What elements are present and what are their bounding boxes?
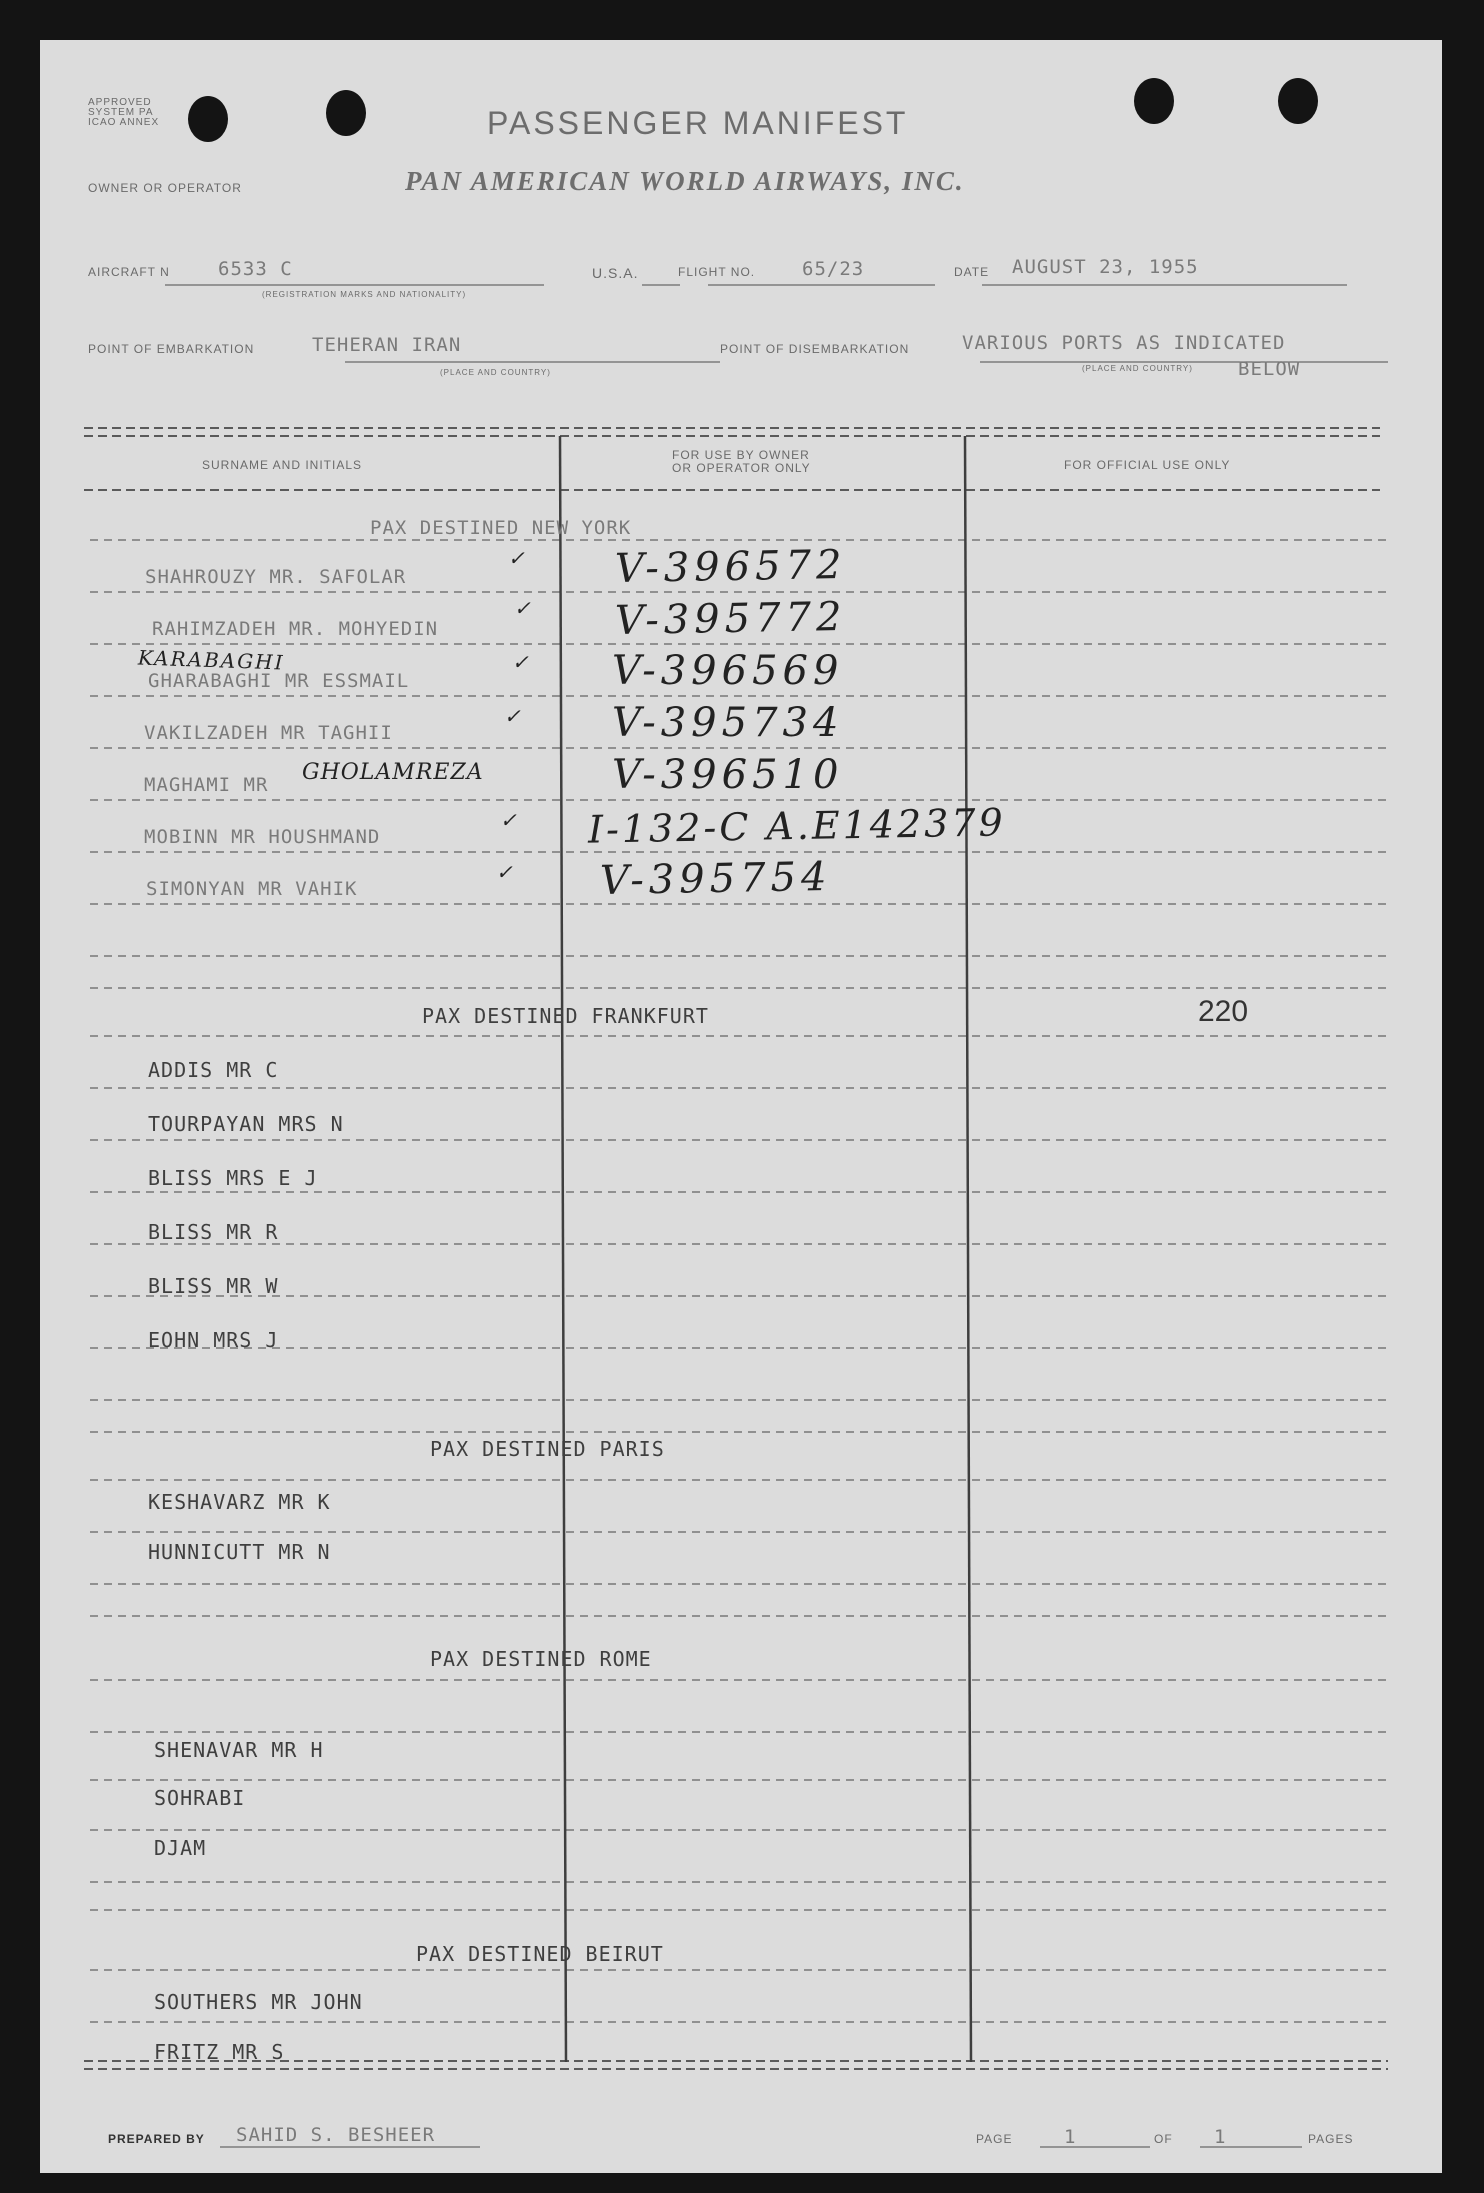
- owner-value: PAN AMERICAN WORLD AIRWAYS, INC.: [405, 166, 965, 196]
- column-header-owner-2: OR OPERATOR ONLY: [672, 461, 811, 475]
- date-value: AUGUST 23, 1955: [1012, 256, 1199, 278]
- passenger-name: EOHN MRS J: [148, 1328, 279, 1352]
- passenger-name: GHARABAGHI MR ESSMAIL: [148, 670, 410, 692]
- passenger-name: BLISS MR R: [148, 1220, 279, 1244]
- passenger-name: SHAHROUZY MR. SAFOLAR: [145, 566, 407, 588]
- manifest-sheet: [40, 40, 1442, 2173]
- check-mark: ✓: [508, 546, 525, 570]
- prepared-label: PREPARED BY: [108, 2132, 205, 2146]
- passenger-name: BLISS MRS E J: [148, 1166, 318, 1190]
- check-mark: ✓: [504, 704, 521, 728]
- disembark-value: VARIOUS PORTS AS INDICATED: [962, 332, 1286, 354]
- passenger-name: HUNNICUTT MR N: [148, 1540, 331, 1564]
- passenger-name: RAHIMZADEH MR. MOHYEDIN: [152, 618, 439, 640]
- column-header-owner: FOR USE BY OWNER: [672, 448, 810, 462]
- section-rome: PAX DESTINED ROME: [430, 1647, 652, 1671]
- embark-label: POINT OF EMBARKATION: [88, 342, 255, 356]
- section-new-york: PAX DESTINED NEW YORK: [370, 517, 632, 539]
- passenger-name: SOUTHERS MR JOHN: [154, 1990, 363, 2014]
- column-header-official: FOR OFFICIAL USE ONLY: [1064, 458, 1231, 472]
- section-frankfurt: PAX DESTINED FRANKFURT: [422, 1004, 709, 1028]
- approval-block: [88, 98, 159, 128]
- section-beirut: PAX DESTINED BEIRUT: [416, 1942, 664, 1966]
- passenger-name: MOBINN MR HOUSHMAND: [144, 826, 381, 848]
- passenger-name: SIMONYAN MR VAHIK: [146, 878, 358, 900]
- disembark-label: POINT OF DISEMBARKATION: [720, 342, 910, 356]
- disembark-caption: (PLACE AND COUNTRY): [1082, 364, 1193, 373]
- passenger-name: MAGHAMI MR: [144, 774, 269, 796]
- check-mark: ✓: [514, 596, 531, 620]
- passenger-name: KESHAVARZ MR K: [148, 1490, 331, 1514]
- passenger-name: DJAM: [154, 1836, 207, 1860]
- of-value: 1: [1214, 2126, 1227, 2148]
- date-label: DATE: [954, 265, 990, 279]
- aircraft-caption: (REGISTRATION MARKS AND NATIONALITY): [262, 290, 467, 299]
- passenger-name: TOURPAYAN MRS N: [148, 1112, 344, 1136]
- passenger-name: BLISS MR W: [148, 1274, 279, 1298]
- handwritten-correction: KARABAGHI: [137, 645, 285, 675]
- approval-line: SYSTEM PA: [88, 107, 154, 118]
- column-header-surname: SURNAME AND INITIALS: [202, 458, 363, 472]
- page-label: PAGE: [976, 2132, 1013, 2146]
- handwritten-code: V-396569: [612, 648, 844, 694]
- check-mark: ✓: [500, 808, 517, 832]
- of-label: OF: [1154, 2132, 1173, 2146]
- passenger-name: SOHRABI: [154, 1786, 246, 1810]
- embark-caption: (PLACE AND COUNTRY): [440, 368, 551, 377]
- disembark-value-2: BELOW: [1238, 358, 1301, 380]
- passenger-name: ADDIS MR C: [148, 1058, 279, 1082]
- handwritten-code: I-132-C A.E142379: [587, 800, 1007, 852]
- handwritten-correction: GHOLAMREZA: [302, 760, 484, 785]
- flight-value: 65/23: [802, 258, 865, 280]
- check-mark: ✓: [512, 650, 529, 674]
- page-title: PASSENGER MANIFEST: [487, 105, 909, 141]
- page-value: 1: [1064, 2126, 1077, 2148]
- prepared-value: SAHID S. BESHEER: [236, 2124, 436, 2146]
- pages-label: PAGES: [1308, 2132, 1354, 2146]
- owner-label: OWNER OR OPERATOR: [88, 181, 242, 195]
- nationality: U.S.A.: [592, 265, 639, 281]
- frankfurt-count: 220: [1198, 995, 1249, 1028]
- passenger-name: VAKILZADEH MR TAGHII: [144, 722, 393, 744]
- aircraft-value: 6533 C: [218, 258, 293, 280]
- section-paris: PAX DESTINED PARIS: [430, 1437, 665, 1461]
- approval-line: APPROVED: [88, 97, 152, 108]
- approval-line: ICAO ANNEX: [88, 117, 160, 128]
- aircraft-label: AIRCRAFT N: [88, 265, 170, 279]
- check-mark: ✓: [496, 860, 513, 884]
- embark-value: TEHERAN IRAN: [312, 334, 462, 356]
- handwritten-code: V-396510: [612, 752, 844, 798]
- handwritten-code: V-395734: [612, 700, 844, 746]
- handwritten-code: V-396572: [614, 541, 847, 593]
- passenger-name: FRITZ MR S: [154, 2040, 285, 2064]
- passenger-name: SHENAVAR MR H: [154, 1738, 324, 1762]
- flight-label: FLIGHT NO.: [678, 265, 756, 279]
- ruled-lines: [40, 40, 1442, 2173]
- handwritten-code: V-395772: [614, 593, 847, 645]
- handwritten-code: V-395754: [599, 853, 832, 905]
